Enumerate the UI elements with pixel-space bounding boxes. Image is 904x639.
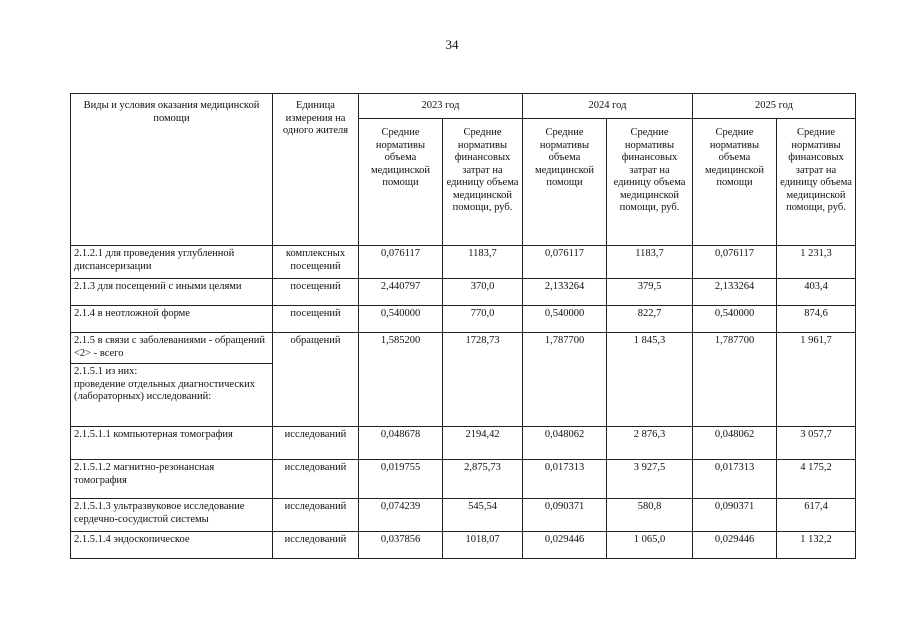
cell-2024-cost: 2 876,3 [607,427,693,460]
cell-2025-cost: 617,4 [777,499,856,532]
header-unit: Единица измерения на одного жителя [273,94,359,246]
cell-2023-cost: 2194,42 [443,427,523,460]
medical-care-norms-table [70,93,856,559]
cell-2025-cost: 1 961,7 [777,333,856,427]
cell-2025-volume: 0,017313 [693,460,777,499]
table-row [71,246,856,279]
cell-2024-volume: 0,540000 [523,306,607,333]
row-name: 2.1.5.1.2 магнитно-резонансная томография [71,460,273,499]
row-name: 2.1.3 для посещений с иными целями [71,279,273,306]
cell-2024-volume: 0,076117 [523,246,607,279]
cell-2025-cost: 403,4 [777,279,856,306]
row-name: 2.1.5 в связи с заболеваниями - обращений <2> - всего [71,333,273,364]
table-row [71,427,856,460]
cell-2025-cost: 4 175,2 [777,460,856,499]
cell-2023-volume: 0,076117 [359,246,443,279]
row-name: 2.1.2.1 для проведения углубленной диспансеризации [71,246,273,279]
header-year-2025: 2025 год [693,94,856,119]
cell-2024-cost: 3 927,5 [607,460,693,499]
table-row [71,306,856,333]
row-unit: посещений [273,306,359,333]
row-unit: обращений [273,333,359,427]
cell-2025-volume: 1,787700 [693,333,777,427]
cell-2025-volume: 0,076117 [693,246,777,279]
row-name: 2.1.5.1 из них: проведение отдельных диагностических (лабораторных) исследований: [71,364,273,427]
cell-2025-cost: 1 132,2 [777,532,856,559]
header-2023-volume: Средние нормативы объема медицинской помощи [359,119,443,246]
row-name: 2.1.5.1.3 ультразвуковое исследование сердечно-сосудистой системы [71,499,273,532]
cell-2024-volume: 0,017313 [523,460,607,499]
cell-2025-volume: 2,133264 [693,279,777,306]
cell-2023-volume: 1,585200 [359,333,443,427]
cell-2025-volume: 0,029446 [693,532,777,559]
cell-2024-volume: 0,048062 [523,427,607,460]
table-row [71,499,856,532]
row-unit: исследований [273,460,359,499]
cell-2023-cost: 1728,73 [443,333,523,427]
cell-2023-volume: 0,019755 [359,460,443,499]
cell-2024-cost: 580,8 [607,499,693,532]
row-name: 2.1.5.1.1 компьютерная томография [71,427,273,460]
cell-2024-volume: 0,090371 [523,499,607,532]
cell-2023-cost: 1018,07 [443,532,523,559]
cell-2024-cost: 822,7 [607,306,693,333]
header-2024-volume: Средние нормативы объема медицинской помощи [523,119,607,246]
cell-2023-volume: 2,440797 [359,279,443,306]
cell-2025-cost: 874,6 [777,306,856,333]
cell-2025-cost: 1 231,3 [777,246,856,279]
cell-2023-volume: 0,074239 [359,499,443,532]
header-year-2024: 2024 год [523,94,693,119]
header-2025-volume: Средние нормативы объема медицинской помощи [693,119,777,246]
header-2024-cost: Средние нормативы финансовых затрат на единицу объема медицинской помощи, руб. [607,119,693,246]
cell-2025-volume: 0,540000 [693,306,777,333]
cell-2023-cost: 770,0 [443,306,523,333]
cell-2024-cost: 1183,7 [607,246,693,279]
cell-2025-volume: 0,090371 [693,499,777,532]
header-year-2023: 2023 год [359,94,523,119]
row-unit: посещений [273,279,359,306]
cell-2024-cost: 1 065,0 [607,532,693,559]
cell-2024-volume: 1,787700 [523,333,607,427]
cell-2024-cost: 1 845,3 [607,333,693,427]
cell-2024-cost: 379,5 [607,279,693,306]
row-unit: исследований [273,532,359,559]
cell-2025-volume: 0,048062 [693,427,777,460]
cell-2023-volume: 0,048678 [359,427,443,460]
cell-2023-volume: 0,037856 [359,532,443,559]
header-2023-cost: Средние нормативы финансовых затрат на единицу объема медицинской помощи, руб. [443,119,523,246]
table-row [71,333,856,364]
cell-2023-volume: 0,540000 [359,306,443,333]
header-care-type: Виды и условия оказания медицинской помощи [71,94,273,246]
table-row [71,532,856,559]
row-unit: исследований [273,427,359,460]
page-number: 34 [445,37,459,52]
table-row [71,460,856,499]
row-name: 2.1.4 в неотложной форме [71,306,273,333]
cell-2023-cost: 370,0 [443,279,523,306]
cell-2024-volume: 2,133264 [523,279,607,306]
cell-2023-cost: 545,54 [443,499,523,532]
row-unit: комплексных посещений [273,246,359,279]
cell-2023-cost: 2,875,73 [443,460,523,499]
row-name: 2.1.5.1.4 эндоскопическое [71,532,273,559]
cell-2024-volume: 0,029446 [523,532,607,559]
cell-2023-cost: 1183,7 [443,246,523,279]
cell-2025-cost: 3 057,7 [777,427,856,460]
header-2025-cost: Средние нормативы финансовых затрат на единицу объема медицинской помощи, руб. [777,119,856,246]
row-unit: исследований [273,499,359,532]
table-row [71,279,856,306]
